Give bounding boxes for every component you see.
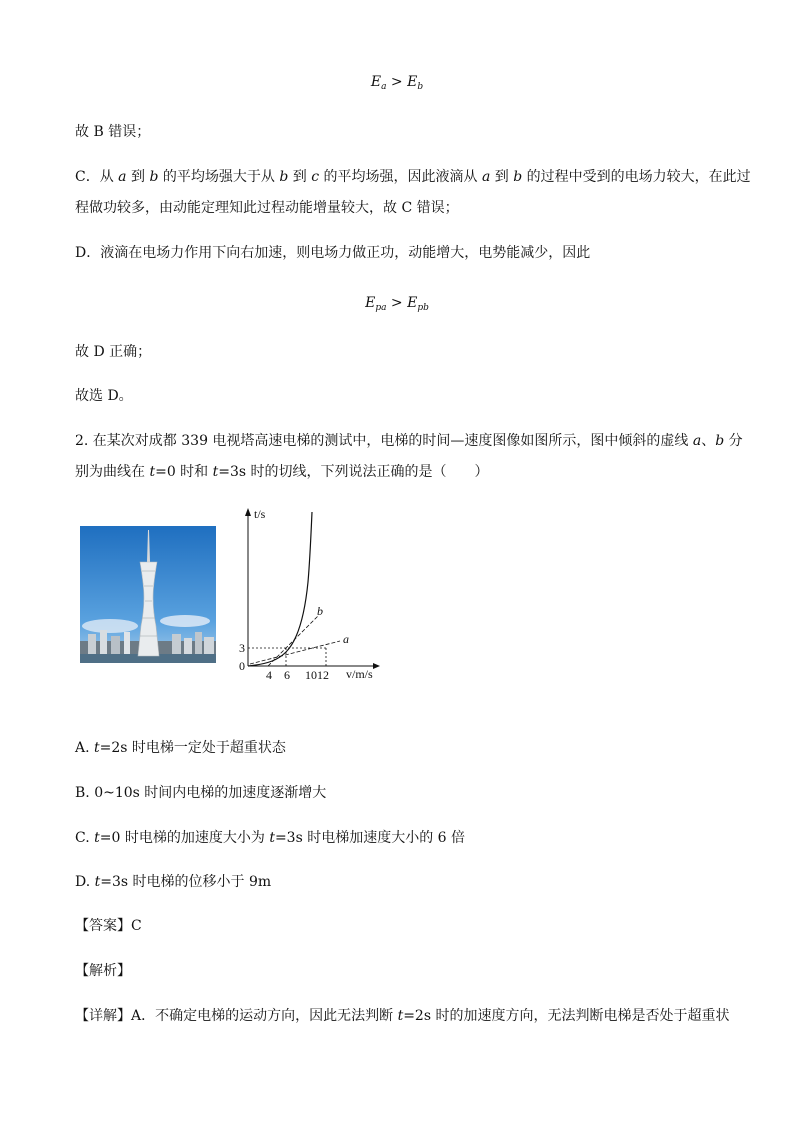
- option-b: B. 0~10s 时间内电梯的加速度逐渐增大: [75, 785, 327, 801]
- equation-epa-gt-epb: $E_{pa} > E_{pb}$: [365, 295, 429, 313]
- analysis-heading: 【解析】: [75, 963, 131, 979]
- answer-line: 【答案】C: [75, 918, 142, 934]
- t-v-curve: [248, 512, 312, 666]
- y-tick-3: 3: [239, 641, 245, 655]
- series-b-tangent: [268, 616, 318, 666]
- paragraph-c-line2: 程做功较多，由动能定理知此过程动能增量较大，故 C 错误；: [75, 200, 459, 216]
- equation-ea-gt-eb: $E_a > E_b$: [370, 74, 424, 92]
- question-2-line1: 2. 在某次对成都 339 电视塔高速电梯的测试中，电梯的时间—速度图像如图所示，图中倾斜的虚线 a、b 分: [75, 433, 743, 449]
- x-tick-10-12: 1012: [305, 668, 329, 682]
- x-tick-4: 4: [266, 668, 272, 682]
- paragraph-b-wrong: 故 B 错误；: [75, 124, 151, 140]
- option-d: D. t=3s 时电梯的位移小于 9m: [75, 874, 272, 890]
- series-a-label: a: [343, 632, 349, 646]
- detail-line: 【详解】A．不确定电梯的运动方向，因此无法判断 t=2s 时的加速度方向，无法判断电梯是否处于超重状: [75, 1008, 730, 1024]
- paragraph-d: D．液滴在电场力作用下向右加速，则电场力做正功，动能增大，电势能减少，因此: [75, 245, 591, 261]
- paragraph-c-line1: C．从 a 到 b 的平均场强大于从 b 到 c 的平均场强，因此液滴从 a 到 b 的过程中受到的电场力较大，在此过: [75, 169, 751, 185]
- origin-label: 0: [239, 659, 245, 673]
- option-c: C. t=0 时电梯的加速度大小为 t=3s 时电梯加速度大小的 6 倍: [75, 830, 466, 846]
- x-tick-6: 6: [284, 668, 290, 682]
- y-axis-arrow-icon: [245, 508, 251, 516]
- series-a-tangent: [250, 641, 340, 664]
- option-a: A. t=2s 时电梯一定处于超重状态: [75, 740, 286, 756]
- y-axis-label: t/s: [254, 507, 266, 521]
- series-b-label: b: [317, 604, 323, 618]
- x-axis-arrow-icon: [373, 663, 380, 669]
- paragraph-select-d: 故选 D。: [75, 388, 133, 404]
- tv-tower-photo: [80, 526, 216, 663]
- question-2-line2: 别为曲线在 t=0 时和 t=3s 时的切线，下列说法正确的是（ ）: [75, 464, 489, 480]
- x-axis-label: v/m/s: [346, 667, 373, 681]
- paragraph-d-right: 故 D 正确；: [75, 344, 152, 360]
- time-velocity-graph: [228, 504, 388, 689]
